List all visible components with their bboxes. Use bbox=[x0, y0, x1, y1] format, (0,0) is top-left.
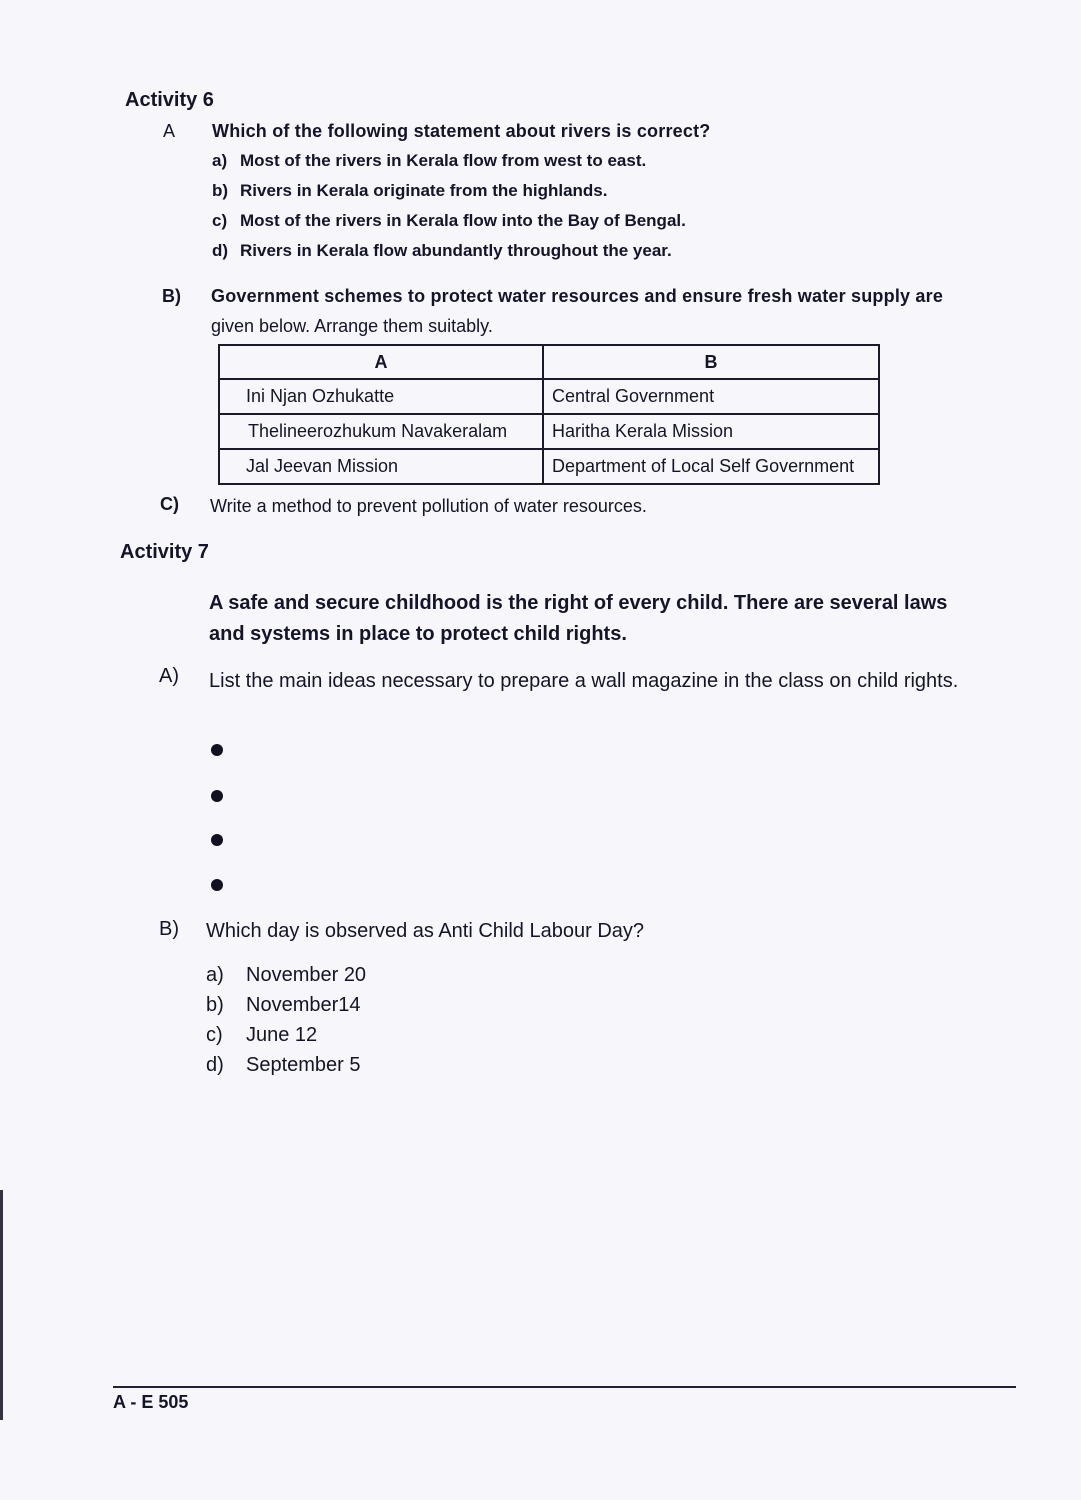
activity-6-b-question-line1: Government schemes to protect water resources and ensure fresh water supply are bbox=[211, 286, 944, 306]
activity-6-a-question: Which of the following statement about rivers is correct? bbox=[212, 121, 711, 141]
activity-7-a-question: List the main ideas necessary to prepare a wall magazine in the class on child rights. bbox=[209, 670, 959, 692]
activity-6-b-label: B) bbox=[162, 286, 181, 306]
activity-6-a-label: A bbox=[163, 121, 176, 141]
activity-6-c-label: C) bbox=[160, 494, 179, 514]
table-cell: Department of Local Self Government bbox=[543, 449, 879, 484]
activity-7-b-question: Which day is observed as Anti Child Labour Day? bbox=[206, 920, 645, 942]
scheme-match-table bbox=[218, 344, 880, 485]
answer-bullet bbox=[211, 744, 223, 756]
answer-bullet bbox=[211, 834, 223, 846]
activity-6-c-question: Write a method to prevent pollution of water resources. bbox=[210, 496, 647, 516]
table-cell: Jal Jeevan Mission bbox=[219, 449, 543, 484]
table-cell: Ini Njan Ozhukatte bbox=[219, 379, 543, 414]
answer-bullet bbox=[211, 790, 223, 802]
activity-6-a-option: a) Most of the rivers in Kerala flow from west to east. bbox=[212, 151, 647, 170]
answer-bullet bbox=[211, 879, 223, 891]
activity-7-intro: A safe and secure childhood is the right of every child. There are several laws and systems in place to protect child rights. bbox=[209, 592, 948, 645]
footer-rule bbox=[113, 1386, 1016, 1388]
table-cell: Thelineerozhukum Navakeralam bbox=[219, 414, 543, 449]
table-row bbox=[219, 449, 879, 484]
activity-7-b-label: B) bbox=[159, 918, 179, 940]
table-header-b: B bbox=[543, 345, 879, 379]
activity-6-a-option: b) Rivers in Kerala originate from the highlands. bbox=[212, 181, 608, 200]
activity-6-heading: Activity 6 bbox=[125, 89, 214, 111]
activity-7-b-option: b) November14 bbox=[206, 994, 361, 1016]
activity-7-a-label: A) bbox=[159, 665, 179, 687]
table-cell: Central Government bbox=[543, 379, 879, 414]
activity-7-heading: Activity 7 bbox=[120, 541, 209, 563]
activity-7-b-option: a) November 20 bbox=[206, 964, 367, 986]
activity-7-b-option: d) September 5 bbox=[206, 1054, 361, 1076]
activity-6-a-option: c) Most of the rivers in Kerala flow into the Bay of Bengal. bbox=[212, 211, 686, 230]
activity-6-a-option: d) Rivers in Kerala flow abundantly throughout the year. bbox=[212, 241, 672, 260]
table-header-row bbox=[219, 345, 879, 379]
activity-7-b-option: c) June 12 bbox=[206, 1024, 318, 1046]
table-row bbox=[219, 379, 879, 414]
footer-code: A - E 505 bbox=[113, 1392, 189, 1412]
scan-edge bbox=[0, 1190, 3, 1420]
table-header-a: A bbox=[219, 345, 543, 379]
table-cell: Haritha Kerala Mission bbox=[543, 414, 879, 449]
activity-6-b-question-line2: given below. Arrange them suitably. bbox=[211, 316, 493, 336]
table-row bbox=[219, 414, 879, 449]
